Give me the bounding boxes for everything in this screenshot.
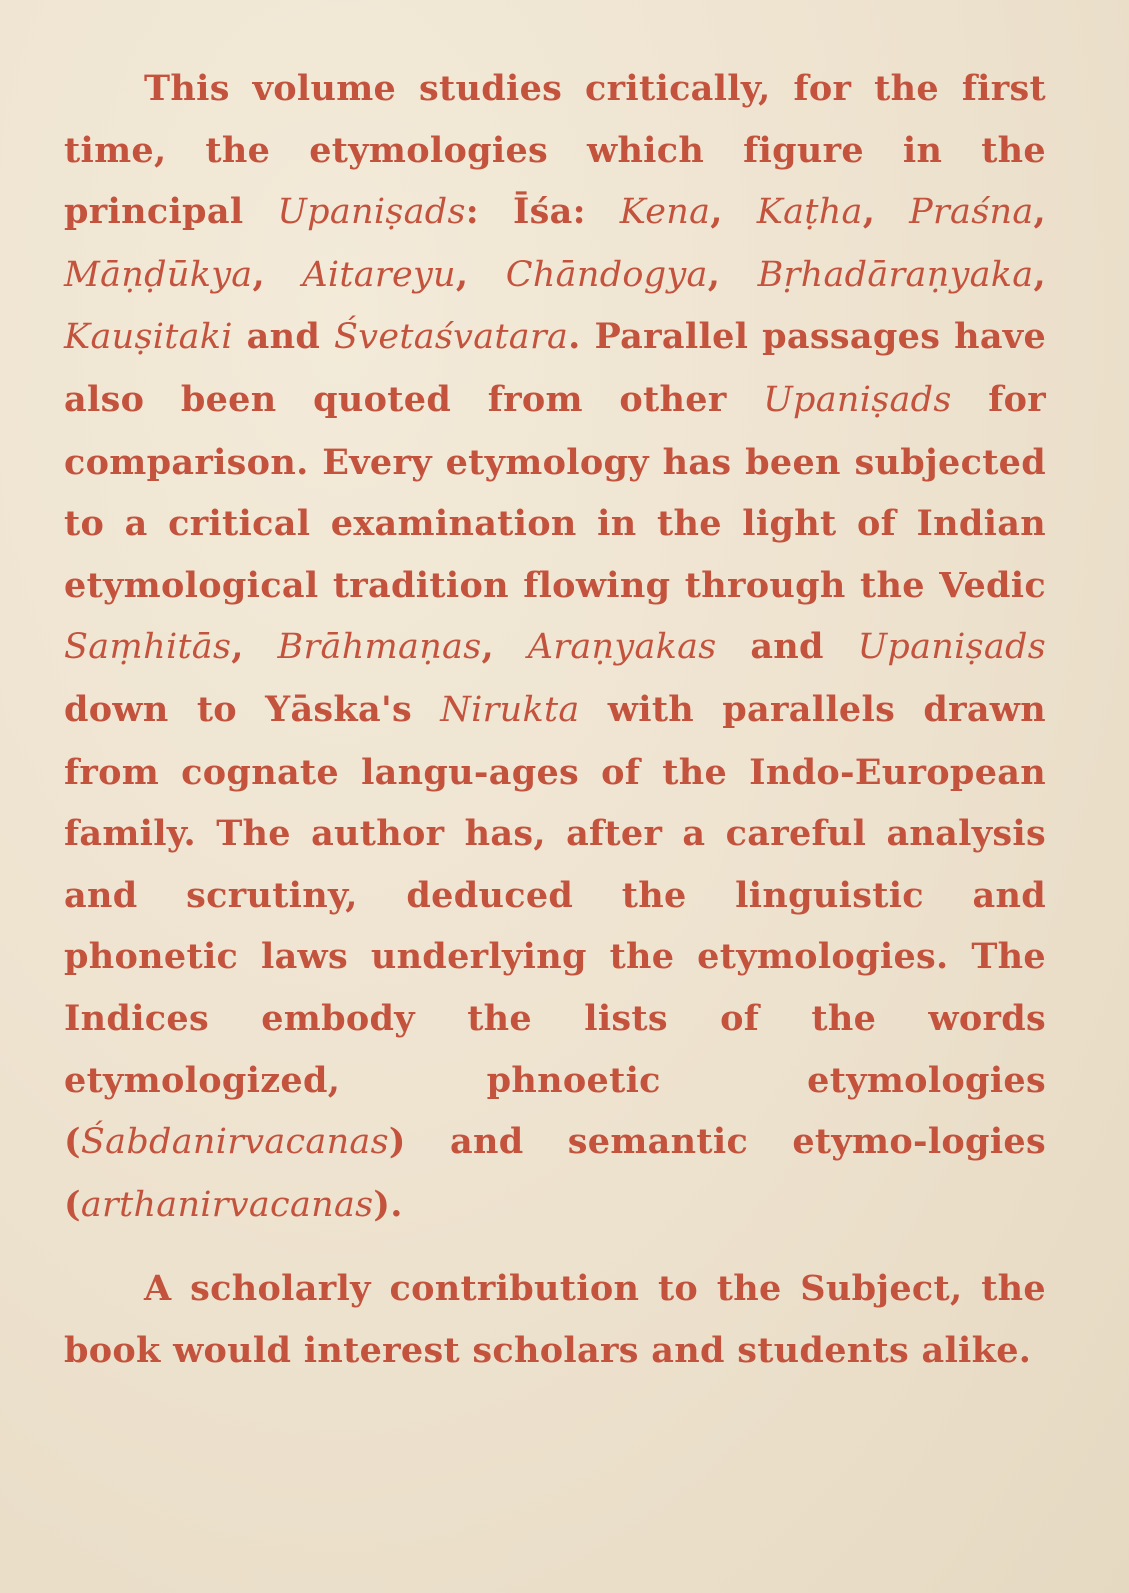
text-run: , bbox=[710, 191, 757, 233]
italic-term: Praśna bbox=[909, 192, 1034, 233]
italic-term: Kena bbox=[619, 192, 711, 233]
text-run: and bbox=[716, 626, 858, 668]
italic-term: Brāhmaṇas bbox=[277, 627, 482, 668]
text-run: and bbox=[232, 316, 335, 358]
italic-term: Aitareyu bbox=[302, 254, 456, 295]
italic-term: Bṛhadāraṇyaka bbox=[757, 254, 1034, 295]
text-run: , bbox=[455, 253, 506, 295]
text-run: ). bbox=[373, 1183, 403, 1225]
text-run: , bbox=[862, 191, 910, 233]
text-run: , bbox=[231, 626, 278, 668]
italic-term: Śabdanirvacanas bbox=[80, 1122, 389, 1163]
paragraph-description bbox=[64, 58, 1046, 1236]
paragraph-closing bbox=[64, 1258, 1046, 1381]
italic-term: Kaṭha bbox=[756, 192, 863, 233]
text-run: This volume studies critically, for the first time, the etymologies which figure in the principal bbox=[64, 68, 1046, 233]
italic-term: Araṇyakas bbox=[527, 627, 717, 668]
text-run: , bbox=[481, 626, 528, 668]
italic-term: Nirukta bbox=[440, 689, 580, 730]
italic-term: Kauṣitaki bbox=[64, 317, 233, 358]
text-run: : bbox=[465, 191, 513, 233]
text-run: for comparison. Every etymology has been subjected to a critical examination in the light of Indian etymological tradition flowing through the Vedic bbox=[64, 378, 1046, 606]
text-run: A scholarly contribution to the Subject, the book would interest scholars and students alike. bbox=[64, 1268, 1046, 1371]
italic-term: Śvetaśvatara bbox=[334, 317, 569, 358]
text-run: , bbox=[252, 253, 303, 295]
text-run: , bbox=[1033, 253, 1046, 295]
italic-term: Upaniṣads bbox=[763, 379, 952, 420]
text-run: with parallels drawn from cognate langu-ages of the Indo-European family. The author has, after a careful analysis and scrutiny, deduced the linguistic and phonetic laws underlying the etymologies. The Indices embody the lists of the words etymologized, phnoetic etymologies ( bbox=[64, 688, 1046, 1163]
text-run: . Parallel passages have also been quoted from other bbox=[64, 316, 1047, 420]
italic-term: Saṃhitās bbox=[64, 627, 232, 668]
text-run: down to Yāska's bbox=[64, 688, 441, 730]
italic-term: Chāndogya bbox=[505, 254, 708, 295]
italic-term: Upaniṣads bbox=[857, 627, 1046, 668]
italic-term: Upaniṣads bbox=[277, 192, 466, 233]
italic-term: Māṇḍūkya bbox=[64, 254, 253, 295]
text-run: : bbox=[572, 191, 620, 233]
blurb-text bbox=[64, 58, 1046, 1381]
italic-term: arthanirvacanas bbox=[80, 1184, 374, 1225]
text-run: , bbox=[707, 253, 758, 295]
text-run: Īśa bbox=[512, 191, 573, 233]
text-run: , bbox=[1033, 191, 1046, 233]
text-run: ) and semantic etymo-logies ( bbox=[64, 1121, 1046, 1225]
